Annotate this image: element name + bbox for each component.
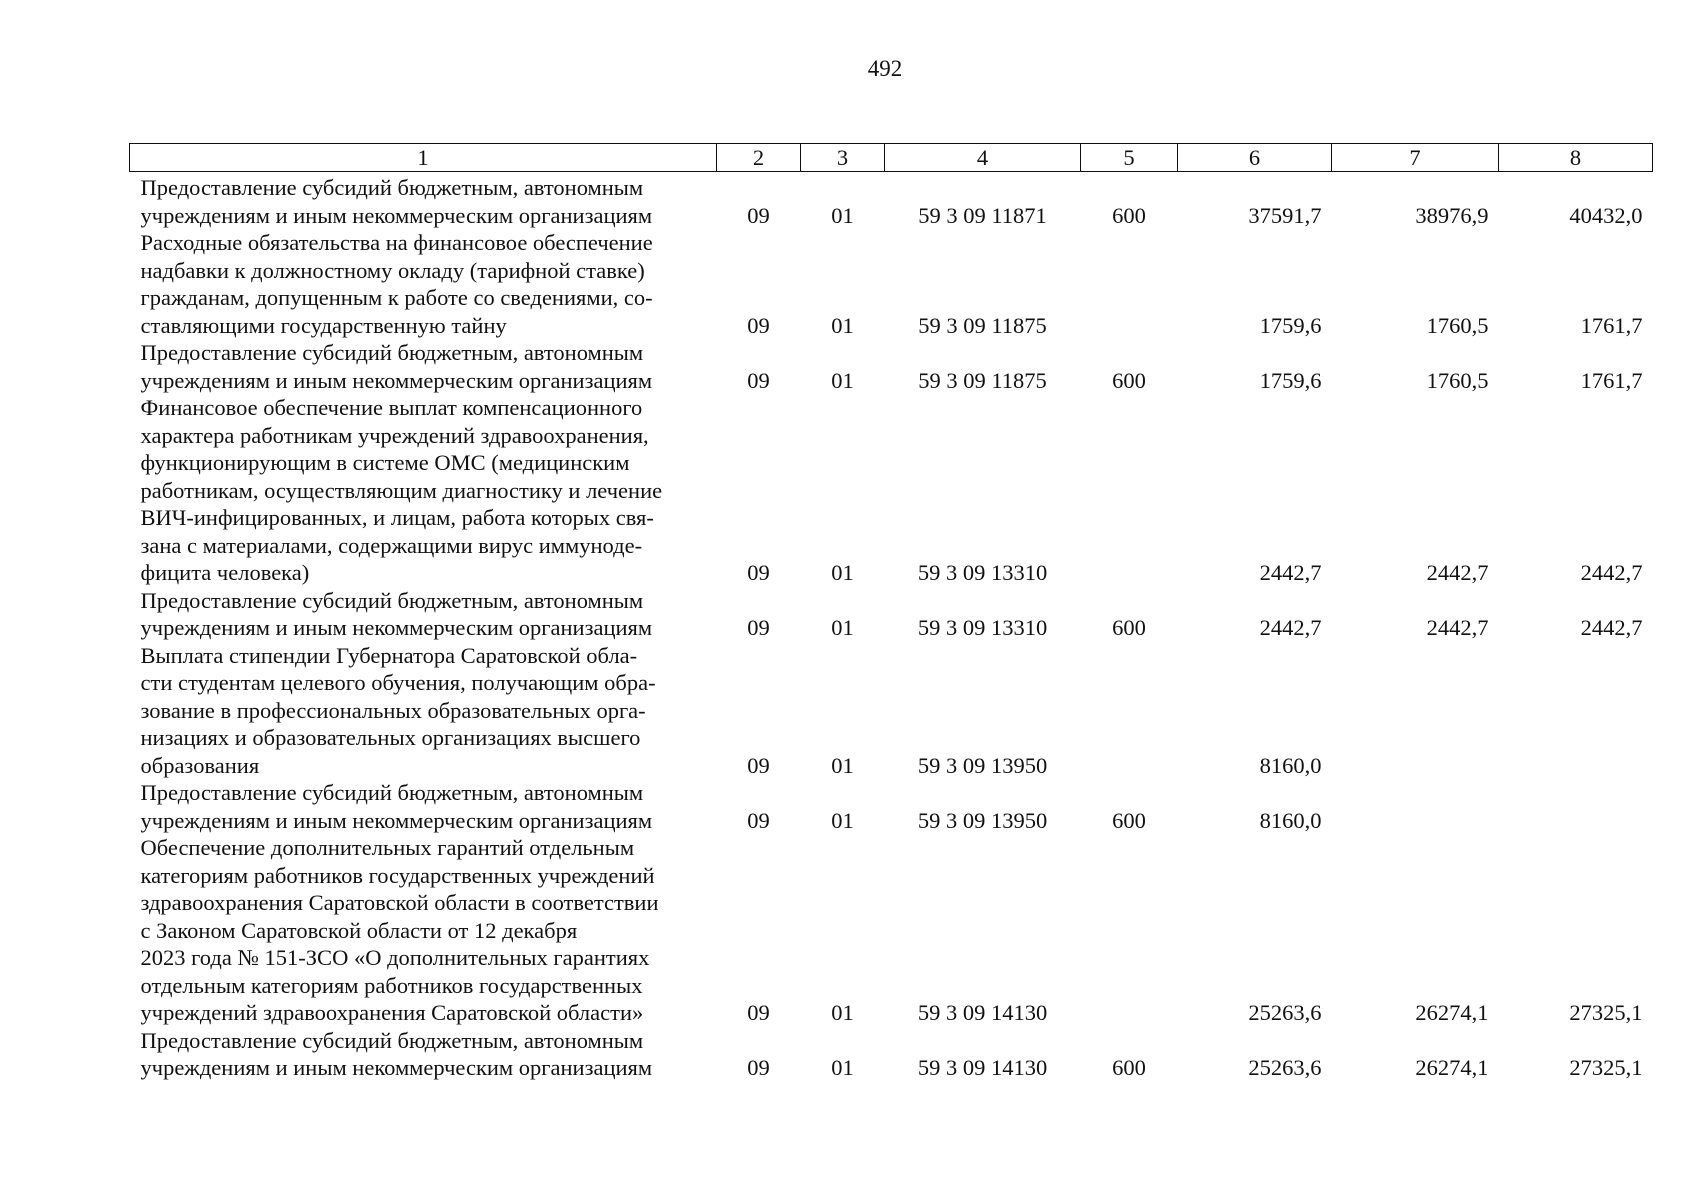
target-article-code: 59 3 09 11875	[918, 312, 1047, 338]
table-row	[130, 779, 1653, 834]
table-row	[130, 229, 1653, 339]
amount-col-8: 27325,1	[1569, 1055, 1643, 1080]
subsection-code: 01	[831, 312, 854, 338]
row-description: Предоставление субсидий бюджетным, автономным учреждениям и иным некоммерческим организациям	[140, 340, 653, 393]
section-code: 09	[747, 1055, 770, 1080]
amount-col-7: 2442,7	[1426, 560, 1489, 585]
amount-col-7	[1332, 642, 1499, 780]
target-article-code: 59 3 09 11875	[918, 367, 1047, 393]
section-code: 09	[747, 560, 770, 585]
subsection-code: 01	[831, 615, 854, 640]
column-header-1: 1	[130, 144, 717, 172]
expense-type-code: 600	[1112, 807, 1146, 833]
expense-type-code: 600	[1112, 202, 1146, 228]
target-article-code: 59 3 09 11871	[918, 202, 1047, 228]
amount-col-8: 40432,0	[1569, 202, 1643, 228]
subsection-code: 01	[831, 202, 854, 228]
row-description: Предоставление субсидий бюджетным, автономным учреждениям и иным некоммерческим организациям	[140, 587, 653, 640]
target-article-code: 59 3 09 13310	[917, 615, 1048, 640]
expense-type-code	[1081, 642, 1178, 780]
subsection-code: 01	[831, 367, 854, 393]
row-description: Выплата стипендии Губернатора Саратовской обла- сти студентам целевого обучения, получающим обра- зование в профессиональных образовательных орга- низациях и образовательных организациях высшего образования	[140, 642, 656, 778]
amount-col-6: 8160,0	[1259, 752, 1322, 778]
row-description: Предоставление субсидий бюджетным, автономным учреждениям и иным некоммерческим организациям	[140, 175, 653, 228]
amount-col-8: 2442,7	[1580, 615, 1643, 640]
subsection-code: 01	[831, 560, 854, 585]
amount-col-8: 1761,7	[1580, 367, 1643, 393]
amount-col-7: 38976,9	[1415, 202, 1489, 228]
section-code: 09	[747, 615, 770, 640]
amount-col-6: 37591,7	[1248, 202, 1322, 228]
amount-col-7: 26274,1	[1415, 1000, 1489, 1025]
subsection-code: 01	[831, 1055, 854, 1080]
expense-type-code	[1081, 229, 1178, 339]
column-header-3: 3	[801, 144, 885, 172]
amount-col-8: 27325,1	[1569, 1000, 1643, 1025]
amount-col-6: 1759,6	[1259, 312, 1322, 338]
target-article-code: 59 3 09 13950	[917, 752, 1048, 778]
amount-col-8: 1761,7	[1580, 312, 1643, 338]
table-row	[130, 172, 1653, 230]
column-header-6: 6	[1178, 144, 1332, 172]
section-code: 09	[747, 367, 770, 393]
column-number-header-row	[130, 144, 1653, 172]
row-description: Обеспечение дополнительных гарантий отдельным категориям работников государственных учреждений здравоохранения Саратовской области в соответствии с Законом Саратовской области от 12 декабря 2023 года № 151-ЗСО «О дополнительных гарантиях отдельным категориям работников государственных учреждений здравоохранения Саратовской области»	[140, 835, 659, 1025]
table-row	[130, 1027, 1653, 1082]
column-header-2: 2	[717, 144, 801, 172]
section-code: 09	[747, 312, 770, 338]
page-number: 492	[867, 56, 903, 81]
table-row	[130, 834, 1653, 1027]
expense-type-code: 600	[1112, 1055, 1146, 1080]
amount-col-6: 8160,0	[1259, 807, 1322, 833]
column-header-7: 7	[1332, 144, 1499, 172]
expense-type-code	[1081, 394, 1178, 587]
amount-col-8	[1499, 642, 1653, 780]
table-row	[130, 339, 1653, 394]
row-description: Предоставление субсидий бюджетным, автономным учреждениям и иным некоммерческим организациям	[140, 780, 653, 833]
section-code: 09	[747, 1000, 770, 1025]
amount-col-6: 25263,6	[1248, 1055, 1322, 1080]
row-description: Расходные обязательства на финансовое обеспечение надбавки к должностному окладу (тарифной ставке) гражданам, допущенным к работе со сведениями, со- ставляющими государственную тайну	[140, 230, 653, 338]
expense-type-code: 600	[1112, 615, 1146, 640]
amount-col-6: 25263,6	[1248, 1000, 1322, 1025]
target-article-code: 59 3 09 14130	[917, 1000, 1048, 1025]
section-code: 09	[747, 807, 770, 833]
amount-col-6: 2442,7	[1259, 615, 1322, 640]
expense-type-code: 600	[1112, 367, 1146, 393]
amount-col-7	[1332, 779, 1499, 834]
subsection-code: 01	[831, 752, 854, 778]
column-header-5: 5	[1081, 144, 1178, 172]
subsection-code: 01	[831, 807, 854, 833]
table-row	[130, 642, 1653, 780]
column-header-4: 4	[885, 144, 1081, 172]
column-header-8: 8	[1499, 144, 1653, 172]
table-row	[130, 587, 1653, 642]
amount-col-6: 2442,7	[1259, 560, 1322, 585]
section-code: 09	[747, 202, 770, 228]
amount-col-8: 2442,7	[1580, 560, 1643, 585]
amount-col-7: 1760,5	[1426, 312, 1489, 338]
amount-col-6: 1759,6	[1259, 367, 1322, 393]
target-article-code: 59 3 09 14130	[917, 1055, 1048, 1080]
amount-col-8	[1499, 779, 1653, 834]
section-code: 09	[747, 752, 770, 778]
amount-col-7: 1760,5	[1426, 367, 1489, 393]
amount-col-7: 2442,7	[1426, 615, 1489, 640]
target-article-code: 59 3 09 13310	[917, 560, 1048, 585]
budget-table	[129, 143, 1653, 1082]
row-description: Предоставление субсидий бюджетным, автономным учреждениям и иным некоммерческим организациям	[140, 1027, 653, 1080]
subsection-code: 01	[831, 1000, 854, 1025]
row-description: Финансовое обеспечение выплат компенсационного характера работникам учреждений здравоохранения, функционирующим в системе ОМС (медицинским работникам, осуществляющим диагностику и лечение ВИЧ-инфицированных, и лицам, работа которых свя- зана с материалами, содержащими вирус иммуноде- фицита человека)	[140, 395, 663, 585]
amount-col-7: 26274,1	[1415, 1055, 1489, 1080]
expense-type-code	[1081, 834, 1178, 1027]
target-article-code: 59 3 09 13950	[917, 807, 1048, 833]
table-row	[130, 394, 1653, 587]
